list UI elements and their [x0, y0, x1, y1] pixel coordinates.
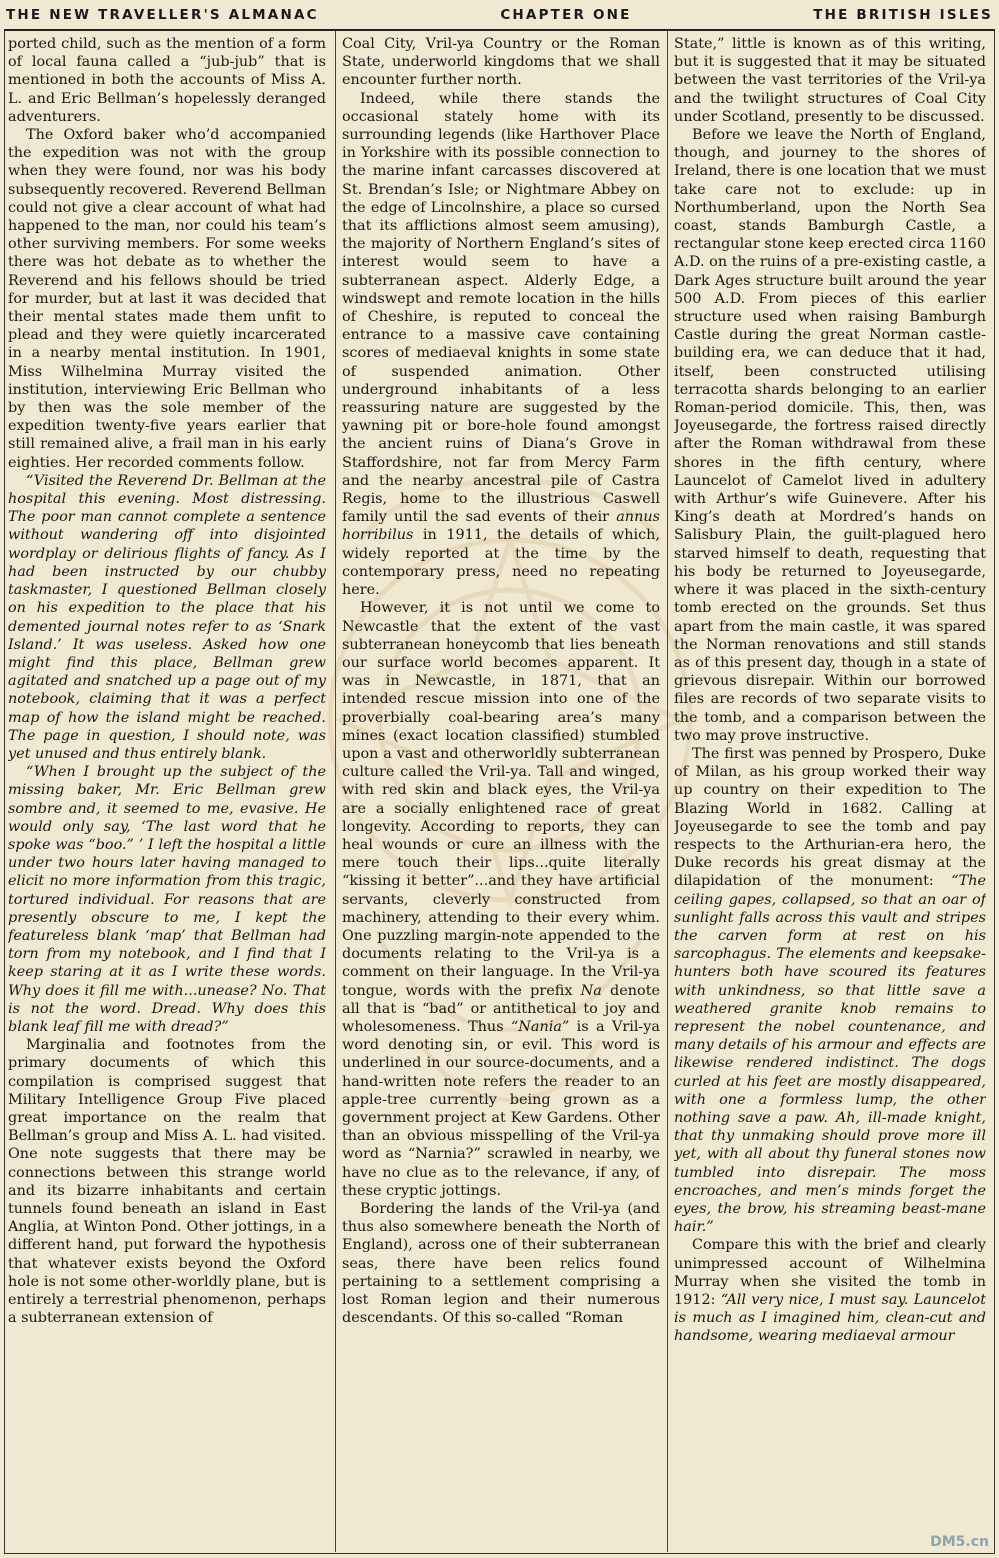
watermark-logo: DM5.cn [930, 1534, 989, 1550]
paragraph-text: is a Vril-ya word denoting sin, or evil. This word is underlined in our source-documents, and a hand-written note refers the reader to an apple-tree currently being grown as a government project at Kew Gardens. Other than an obvious misspelling of the Vril-ya word as “Narnia?” scrawled in nearby, we have no clue as to the relevance, if any, of these cryptic jottings. [342, 1018, 660, 1199]
header-section: THE BRITISH ISLES [813, 7, 993, 23]
italic-quote: “The ceiling gapes, collapsed, so that an oar of sunlight falls across this vault and stripes the carven form at rest on his sarcophagus. The elements and keepsake-hunters both have scoured its features with unkindness, so that little save a weathered granite knob remains to represent the nobel countenance, and many details of his armour and effects are likewise rendered indistinct. The dogs curled at his feet are mostly disappeared, with one a formless lump, the other nothing save a paw. Ah, ill-made knight, that thy unmaking should prove more ill yet, with all about thy funeral stones now tumbled into disrepair. The moss encroaches, and men’s minds forget the eyes, the brow, his streaming beast-mane hair.” [674, 873, 986, 1236]
running-header [6, 4, 993, 26]
italic-phrase: annus horribilus [342, 509, 660, 544]
text-column-1 [8, 35, 326, 1545]
quote-paragraph: “Visited the Reverend Dr. Bellman at the hospital this evening. Most distressing. The poor man cannot complete a sentence without wandering off into disjointed wordplay or delirious flights of fancy. As I had been instructed by our chubby taskmaster, I questioned Bellman closely on his expedition to the place that his demented journal notes refer to as ‘Snark Island.’ It was useless. Asked how one might find this place, Bellman grew agitated and snatched up a page out of my notebook, claiming that it was a perfect map of how the island might be reached. The page in question, I should note, was yet unused and thus entirely blank. [8, 472, 326, 762]
text-column-2 [342, 35, 660, 1545]
paragraph-text: in 1911, the details of which, widely reported at the time by the contemporary press, need no repeating here. [342, 527, 660, 599]
paragraph-text: Indeed, while there stands the occasional stately home with its surrounding legends (like Harthover Place in Yorkshire with its possible connection to the marine infant carcasses discovered at St. Brendan’s Isle; or Nightmare Abbey on the edge of Lincolnshire, a place so cursed that its afflictions almost seem amusing), the majority of Northern England’s sites of interest would seem to have a subterranean aspect. Alderly Edge, a windswept and remote location in the hills of Cheshire, is reputed to conceal the entrance to a massive cave containing scores of mediaeval knights in some state of suspended animation. Other underground inhabitants of a less reassuring nature are suggested by the yawning pit or bore-hole found amongst the ancient ruins of Diana’s Grove in Staffordshire, not far from Mercy Farm and the nearby ancestral pile of Castra Regis, home to the illustrious Caswell family until the sad events of their [342, 90, 660, 526]
italic-phrase: “Nania” [510, 1018, 570, 1035]
paragraph: Marginalia and footnotes from the primary documents of which this compilation is comprised suggest that Military Intelligence Group Five placed great importance on the realm that Bellman’s group and Miss A. L. had visited. One note suggests that there may be connections between this strange world and its bizarre inhabitants and certain tunnels found beneath an island in East Anglia, at Winton Pond. Other jottings, in a different hand, put forward the hypothesis that whatever exists beyond the Oxford hole is not some other-worldly plane, but is entirely a terrestrial phenomenon, perhaps a subterranean extension of [8, 1037, 326, 1327]
italic-phrase: Na [580, 982, 602, 999]
column-divider-right [667, 31, 668, 1552]
column-divider-left [335, 31, 336, 1552]
italic-quote: “All very nice, I must say. Launcelot is much as I imagined him, clean-cut and handsome, wearing mediaeval armour [674, 1292, 986, 1345]
header-chapter: CHAPTER ONE [500, 7, 632, 23]
paragraph [674, 1236, 986, 1345]
paragraph-text: However, it is not until we come to Newcastle that the extent of the vast subterranean honeycomb that lies beneath our surface world becomes apparent. It was in Newcastle, in 1871, that an intended rescue mission into one of the proverbially coal-bearing area’s many mines (exact location classified) stumbled upon a vast and otherworldly subterranean culture called the Vril-ya. Tall and winged, with red skin and black eyes, the Vril-ya are a socially enlightened race of great longevity. According to reports, they can heal wounds or cure an illness with the mere touch their lips...quite literally “kissing it better”...and they have artificial servants, cleverly constructed from machinery, attending to their every whim. One puzzling margin-note appended to the documents relating to the Vril-ya is a comment on their language. In the Vril-ya tongue, words with the prefix [342, 600, 660, 999]
header-title: THE NEW TRAVELLER'S ALMANAC [6, 7, 319, 23]
paragraph: Coal City, Vril-ya Country or the Roman State, underworld kingdoms that we shall encounter further north. [342, 36, 660, 89]
paragraph-text: The first was penned by Prospero, Duke of Milan, as his group worked their way up country on their expedition to The Blazing World in 1682. Calling at Joyeusegarde to see the tomb and pay respects to the Arthurian-era hero, the Duke records his great dismay at the dilapidation of the monument: [674, 745, 986, 890]
paragraph-text: denote all that is “bad” or antithetical to joy and wholesomeness. Thus [342, 982, 660, 1035]
quote-paragraph: “When I brought up the subject of the missing baker, Mr. Eric Bellman grew sombre and, it seemed to me, evasive. He would only say, ‘The last word that he spoke was “boo.” ’ I left the hospital a little under two hours later having managed to elicit no more information from this tragic, tortured individual. For reasons that are presently obscure to me, I kept the featureless blank ‘map’ that Bellman had torn from my notebook, and I find that I keep staring at it as I write these words. Why does it fill me with...unease? No. That is not the word. Dread. Why does this blank leaf fill me with dread?” [8, 764, 326, 1035]
paragraph: Before we leave the North of England, though, and journey to the shores of Ireland, there is one location that we must take care not to exclude: up in Northumberland, upon the North Sea coast, stands Bamburgh Castle, a rectangular stone keep erected circa 1160 A.D. on the ruins of a pre-existing castle, a Dark Ages structure built around the year 500 A.D. From pieces of this earlier structure used when raising Bamburgh Castle during the great Norman castle-building era, we can deduce that it had, itself, been constructed utilising terracotta shards belonging to an earlier Roman-period domicile. This, then, was Joyeusegarde, the fortress raised directly after the Roman withdrawal from these shores in the fifth century, where Launcelot of Camelot lived in adultery with Arthur’s wife Guinevere. After his King’s death at Mordred’s hands on Salisbury Plain, the guilt-plagued hero starved himself to death, requesting that his body be returned to Joyeusegarde, where it was placed in the sixth-century tomb erected on the grounds. Set thus apart from the main castle, it was spared the Norman renovations and still stands as of this present day, though in a state of grievous disrepair. Within our borrowed files are records of two separate visits to the tomb, and a comparison between the two may prove instructive. [674, 127, 986, 744]
paragraph: The Oxford baker who’d accompanied the expedition was not with the group when they were found, nor was his body subsequently recovered. Reverend Bellman could not give a clear account of what had happened to the man, nor could his team’s other surviving members. For some weeks there was hot debate as to whether the Reverend and his fellows should be tried for murder, but at last it was decided that their mental states made them unfit to plead and they were quietly incarcerated in a nearby mental institution. In 1901, Miss Wilhelmina Murray visited the institution, interviewing Eric Bellman who by then was the sole member of the expedition twenty-five years earlier that still remained alive, a frail man in his early eighties. Her recorded comments follow. [8, 127, 326, 471]
paragraph: ported child, such as the mention of a form of local fauna called a “jub-jub” that is mentioned in both the accounts of Miss A. L. and Eric Bellman’s hopelessly deranged adventurers. [8, 36, 326, 125]
paragraph-text: Compare this with the brief and clearly unimpressed account of Wilhelmina Murray when she visited the tomb in 1912: [674, 1237, 986, 1309]
paragraph [342, 90, 660, 600]
text-column-3 [674, 35, 986, 1545]
paragraph [674, 745, 986, 1236]
paragraph: State,” little is known as of this writing, but it is suggested that it may be situated between the vast territories of the Vril-ya and the twilight structures of Coal City under Scotland, presently to be discussed. [674, 36, 986, 125]
paragraph: Bordering the lands of the Vril-ya (and thus also somewhere beneath the North of England), across one of their subterranean seas, there have been relics found pertaining to a settlement comprising a lost Roman legion and their numerous descendants. Of this so-called “Roman [342, 1201, 660, 1327]
paragraph [342, 599, 660, 1200]
